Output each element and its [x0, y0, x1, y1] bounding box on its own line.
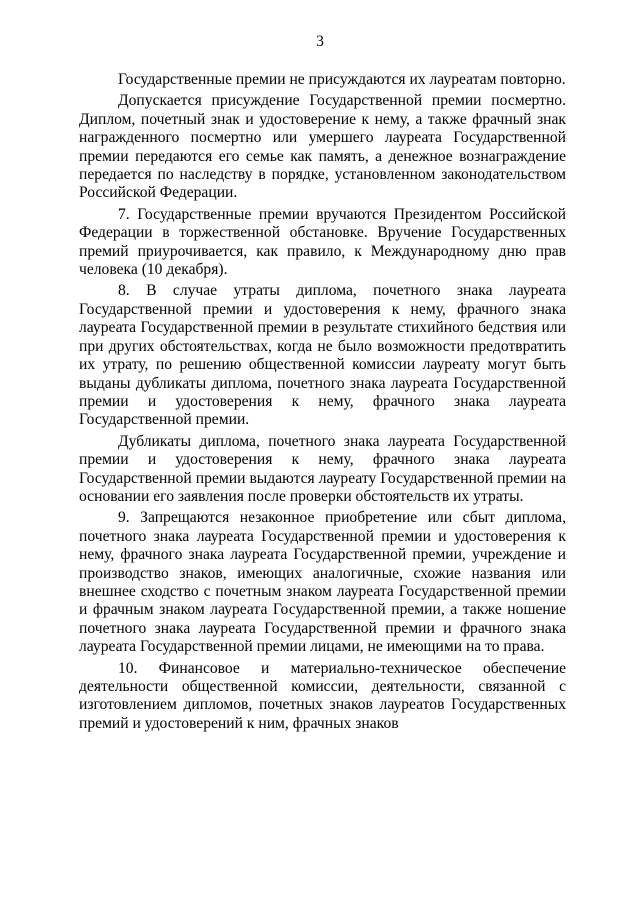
paragraph: 8. В случае утраты диплома, почетного знака лауреата Государственной премии и удостоверения к нему, фрачного знака лауреата Государственной премии в результате стихийного бедствия или при других обстоятельствах, когда не было возможности предотвратить их утрату, по решению общественной комиссии лауреату могут быть выданы дубликаты диплома, почетного знака лауреата Государственной премии и удостоверения к нему, фрачного знака лауреата Государственной премии.: [79, 282, 566, 429]
paragraph: Государственные премии не присуждаются их лауреатам повторно.: [118, 71, 566, 88]
document-body: [79, 71, 566, 733]
paragraph: Дубликаты диплома, почетного знака лауреата Государственной премии и удостоверения к нему, фрачного знака лауреата Государственной премии выдаются лауреату Государственной премии на основании его заявления после проверки обстоятельств их утраты.: [79, 432, 566, 505]
paragraph: 9. Запрещаются незаконное приобретение или сбыт диплома, почетного знака лауреата Государственной премии и удостоверения к нему, фрачного знака лауреата Государственной премии, учреждение и производство знаков, имеющих аналогичные, схожие названия или внешнее сходство с почетным знаком лауреата Государственной премии и фрачным знаком лауреата Государственной премии, а также ношение почетного знака лауреата Государственной премии и фрачного знака лауреата Государственной премии лицами, не имеющими на то права.: [79, 509, 566, 656]
paragraph: 7. Государственные премии вручаются Президентом Российской Федерации в торжественной обстановке. Вручение Государственных премий приурочивается, как правило, к Международному дню прав человека (10 декабря).: [79, 205, 566, 279]
paragraph: Допускается присуждение Государственной премии посмертно. Диплом, почетный знак и удостоверение к нему, а также фрачный знак награжденного посмертно или умершего лауреата Государственной премии передаются его семье как память, а денежное вознаграждение передается по наследству в порядке, установленном законодательством Российской Федерации.: [79, 92, 566, 202]
page-number: 3: [316, 33, 324, 50]
paragraph: 10. Финансовое и материально-техническое обеспечение деятельности общественной комиссии, деятельности, связанной с изготовлением дипломов, почетных знаков лауреатов Государственных премий и удостоверений к ним, фрачных знаков: [79, 659, 566, 732]
